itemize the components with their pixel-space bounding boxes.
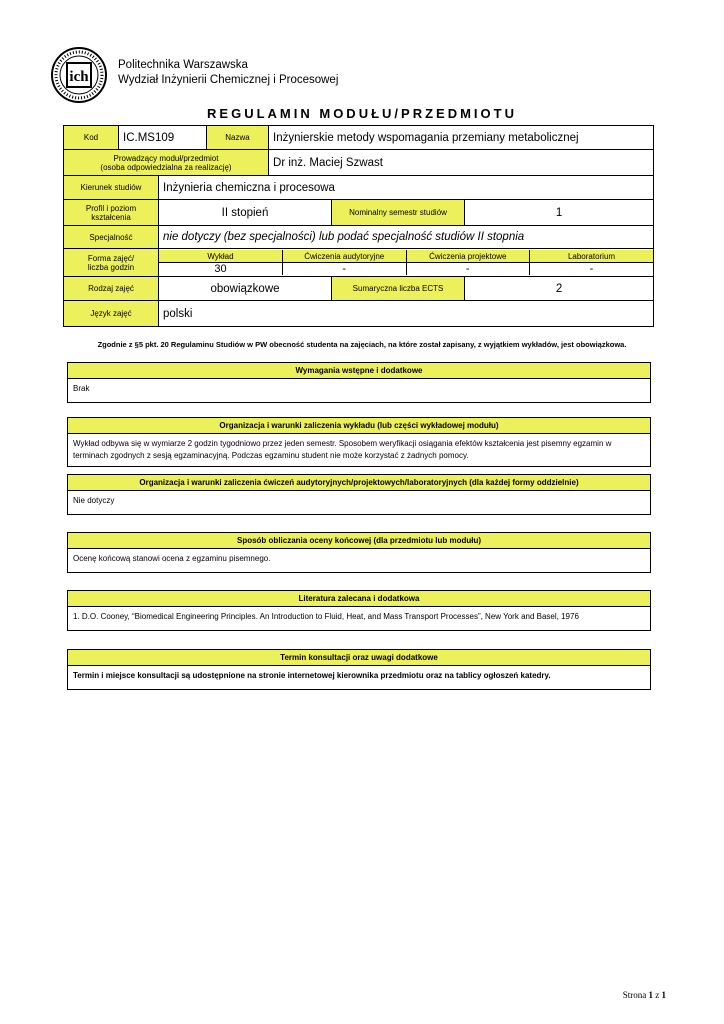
footer-page: 1 bbox=[648, 990, 653, 1000]
row-kod bbox=[64, 126, 654, 150]
forma-value-laboratorium: - bbox=[589, 263, 594, 275]
profil-label bbox=[64, 200, 159, 226]
section-body: Nie dotyczy bbox=[73, 496, 115, 505]
specjalnosc-value: nie dotyczy (bez specjalności) lub podać specjalność studiów II stopnia bbox=[159, 226, 654, 249]
footer-total: 1 bbox=[661, 990, 666, 1000]
forma-value-wyklad: 30 bbox=[159, 263, 283, 276]
forma-label-line2: liczba godzin bbox=[87, 262, 135, 272]
forma-label-line1: Forma zajęć/ bbox=[87, 253, 135, 263]
row-prowadzacy bbox=[64, 150, 654, 176]
attendance-note: Zgodnie z §5 pkt. 20 Regulaminu Studiów w PW obecność studenta na zajęciach, na które został zapisany, z wyjątkiem wykładów, jest obowiązkowa. bbox=[97, 340, 627, 349]
nazwa-label: Nazwa bbox=[207, 126, 269, 150]
section-konsultacje bbox=[67, 649, 651, 690]
semestr-label: Nominalny semestr studiów bbox=[332, 200, 465, 226]
faculty-name: Wydział Inżynierii Chemicznej i Procesowej bbox=[118, 74, 339, 86]
rodzaj-label: Rodzaj zajęć bbox=[64, 277, 159, 301]
nazwa-value: Inżynierskie metody wspomagania przemiany metabolicznej bbox=[269, 126, 654, 150]
section-heading: Literatura zalecana i dodatkowa bbox=[68, 591, 650, 607]
kod-value: IC.MS109 bbox=[119, 126, 207, 150]
row-kierunek bbox=[64, 176, 654, 200]
section-heading: Organizacja i warunki zaliczenia wykładu (lub części wykładowej modułu) bbox=[68, 418, 650, 434]
forma-value-audytoryjne: - bbox=[283, 263, 407, 276]
university-seal-logo bbox=[50, 46, 108, 104]
jezyk-value: polski bbox=[159, 301, 654, 327]
section-body: Termin i miejsce konsultacji są udostępnione na stronie internetowej kierownika przedmiotu oraz na tablicy ogłoszeń katedry. bbox=[73, 671, 551, 680]
specjalnosc-label: Specjalność bbox=[64, 226, 159, 249]
kierunek-value: Inżynieria chemiczna i procesowa bbox=[159, 176, 654, 200]
semestr-value: 1 bbox=[465, 200, 654, 226]
footer-mid: z bbox=[653, 990, 662, 1000]
institution-block bbox=[118, 58, 338, 88]
section-body: Ocenę końcową stanowi ocena z egzaminu pisemnego. bbox=[73, 554, 271, 563]
prowadzacy-label bbox=[64, 150, 269, 176]
section-body: 1. D.O. Cooney, “Biomedical Engineering Principles. An Introduction to Fluid, Heat, and Mass Transport Processes”, New York and Basel, 1976 bbox=[73, 612, 579, 621]
kod-label: Kod bbox=[64, 126, 119, 150]
institution-name: Politechnika Warszawska bbox=[118, 59, 248, 71]
prowadzacy-value: Dr inż. Maciej Szwast bbox=[269, 150, 654, 176]
forma-label bbox=[64, 249, 159, 277]
section-wymagania bbox=[67, 362, 651, 403]
forma-header-projektowe: Ćwiczenia projektowe bbox=[406, 250, 530, 263]
section-heading: Termin konsultacji oraz uwagi dodatkowe bbox=[68, 650, 650, 666]
logo-text: ich bbox=[69, 69, 89, 85]
forma-header-wyklad: Wykład bbox=[159, 250, 283, 263]
row-forma bbox=[64, 249, 654, 277]
rodzaj-value: obowiązkowe bbox=[159, 277, 332, 301]
section-wyklad bbox=[67, 417, 651, 467]
row-profil bbox=[64, 200, 654, 226]
row-rodzaj bbox=[64, 277, 654, 301]
prowadzacy-label-line1: Prowadzący moduł/przedmiot bbox=[113, 153, 219, 163]
section-heading: Sposób obliczania oceny końcowej (dla przedmiotu lub modułu) bbox=[68, 533, 650, 549]
section-ocena bbox=[67, 532, 651, 573]
kierunek-label: Kierunek studiów bbox=[64, 176, 159, 200]
ects-value: 2 bbox=[465, 277, 654, 301]
section-heading: Wymagania wstępne i dodatkowe bbox=[68, 363, 650, 379]
page-footer bbox=[623, 990, 666, 1000]
section-body: Wykład odbywa się w wymiarze 2 godzin tygodniowo przez jeden semestr. Sposobem weryfikacji osiągania efektów kształcenia jest pisemny egzamin w terminach zgodnych z sesją egzaminacyjną. Podczas egzaminu student nie może korzystać z żadnych pomocy. bbox=[73, 439, 612, 460]
page-title: REGULAMIN MODUŁU/PRZEDMIOTU bbox=[207, 106, 517, 121]
forma-header-laboratorium: Laboratorium bbox=[530, 250, 654, 263]
row-jezyk bbox=[64, 301, 654, 327]
profil-value: II stopień bbox=[159, 200, 332, 226]
module-info-table bbox=[63, 125, 654, 327]
prowadzacy-label-line2: (osoba odpowiedzialna za realizację) bbox=[100, 162, 232, 172]
row-specjalnosc bbox=[64, 226, 654, 249]
section-body: Brak bbox=[73, 384, 90, 393]
forma-header-audytoryjne: Ćwiczenia audytoryjne bbox=[283, 250, 407, 263]
section-cwiczenia bbox=[67, 474, 651, 515]
ects-label: Sumaryczna liczba ECTS bbox=[332, 277, 465, 301]
profil-label-line1: Profil i poziom bbox=[85, 203, 137, 213]
jezyk-label: Język zajęć bbox=[64, 301, 159, 327]
forma-grid bbox=[159, 249, 654, 277]
forma-inner-table bbox=[159, 250, 653, 275]
section-literatura bbox=[67, 590, 651, 631]
footer-prefix: Strona bbox=[622, 990, 649, 1000]
section-heading: Organizacja i warunki zaliczenia ćwiczeń audytoryjnych/projektowych/laboratoryjnych (dla każdej formy oddzielnie) bbox=[68, 475, 650, 491]
forma-value-projektowe: - bbox=[406, 263, 530, 276]
profil-label-line2: kształcenia bbox=[91, 212, 131, 222]
